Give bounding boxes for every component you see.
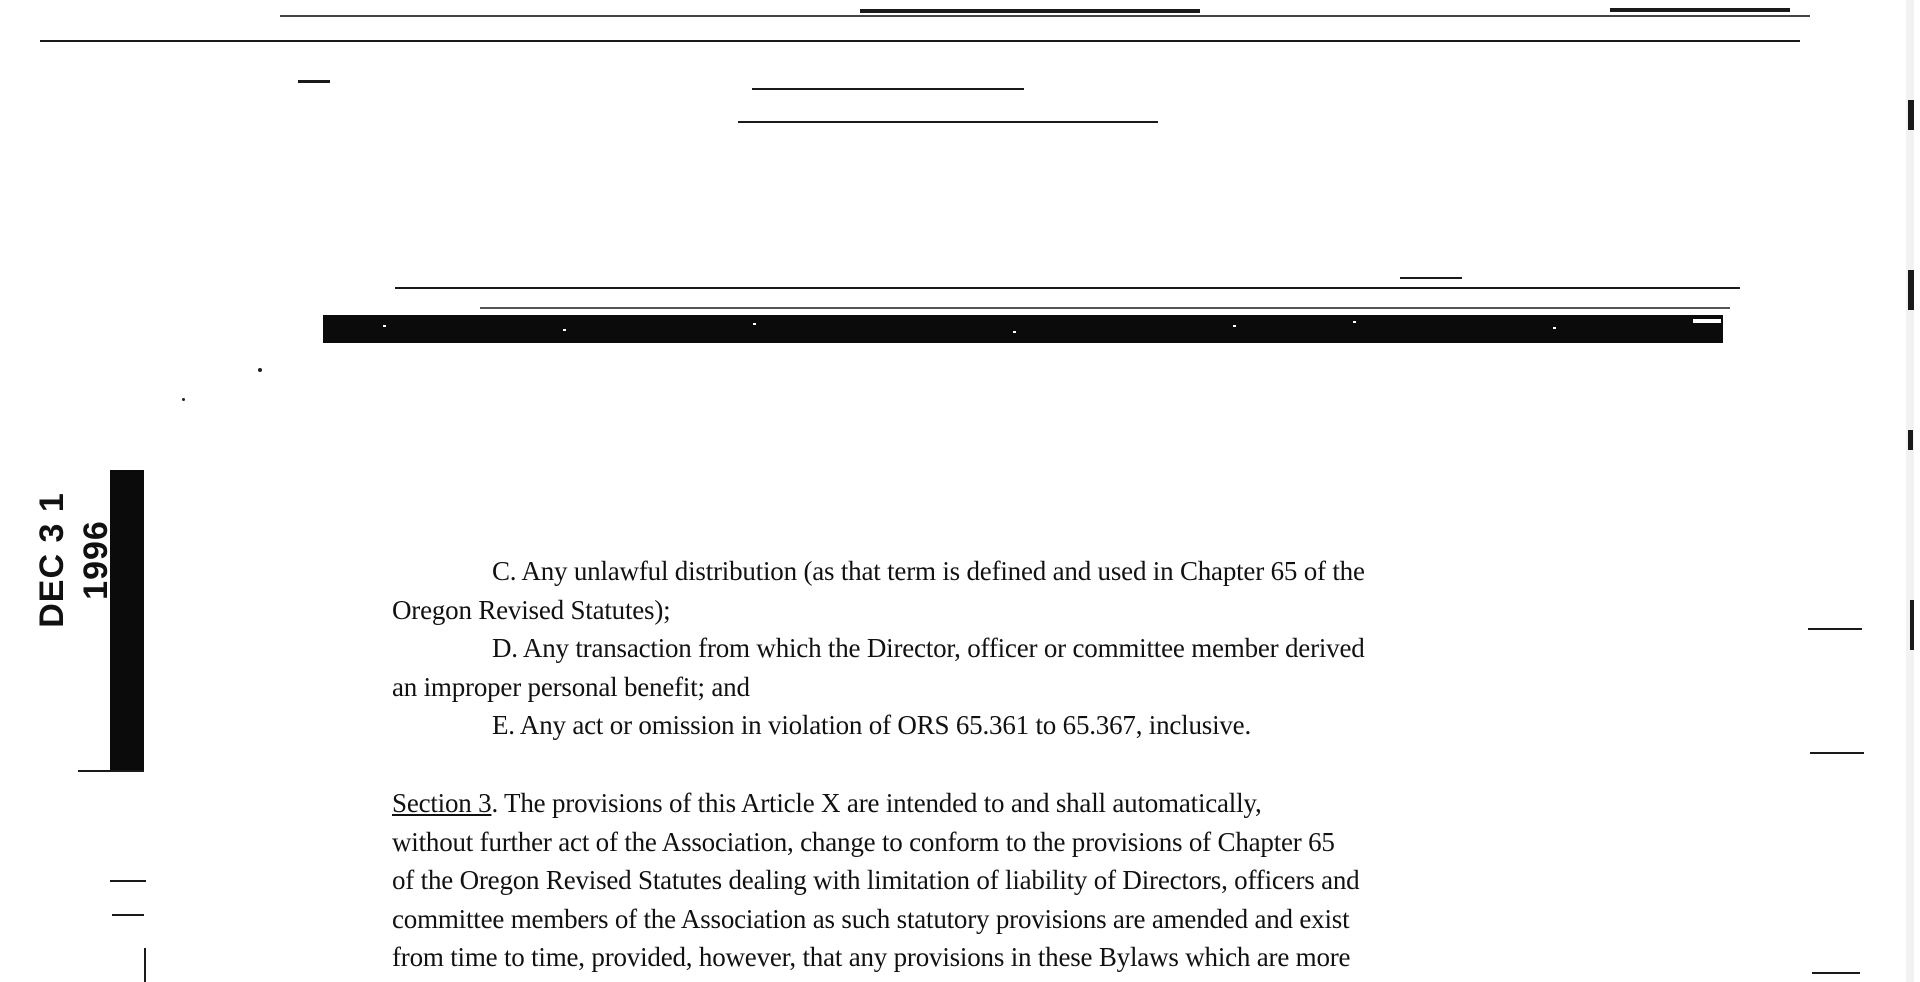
scan-artifact-left-mark	[112, 914, 144, 916]
scan-artifact-short-line	[738, 121, 1158, 123]
scan-artifact-short-line	[752, 88, 1024, 90]
section-3-line5: from time to time, provided, however, that any provisions in these Bylaws which are more	[392, 942, 1351, 972]
scan-artifact-left-mark	[110, 880, 146, 882]
bar-speck	[383, 325, 386, 327]
section-3-line4: committee members of the Association as such statutory provisions are amended and exist	[392, 903, 1350, 934]
section-3-label: Section 3	[392, 788, 492, 818]
section-3-line3: of the Oregon Revised Statutes dealing with limitation of liability of Directors, officers and	[392, 865, 1360, 895]
scan-artifact-top-line	[1610, 8, 1790, 12]
scan-artifact-short-line	[298, 80, 330, 83]
scan-artifact-right-mark	[1810, 752, 1864, 754]
scan-artifact-right-edge	[1908, 270, 1914, 310]
section-3-line1	[392, 784, 1572, 823]
scan-artifact-right-mark	[1812, 972, 1860, 974]
bar-speck	[1353, 321, 1356, 323]
date-stamp: DEC 3 1 1996	[33, 492, 115, 628]
section-3-paragraph	[392, 784, 1572, 977]
scan-artifact-right-edge	[1908, 430, 1913, 450]
scan-artifact-right-edge	[1906, 0, 1914, 982]
scan-artifact-top-line	[40, 40, 1800, 42]
scan-artifact-long-line	[480, 307, 1730, 309]
scan-artifact-left-mark	[78, 770, 144, 772]
scan-artifact-black-bar	[323, 315, 1723, 343]
section-3-line1-text: . The provisions of this Article X are intended to and shall automatically,	[491, 788, 1262, 818]
scan-artifact-right-mark	[1808, 628, 1862, 630]
scan-artifact-top-line	[280, 15, 1810, 17]
list-item-d-line2: an improper personal benefit; and	[392, 671, 750, 702]
scan-artifact-right-edge	[1908, 100, 1914, 130]
list-item-d-line1: D. Any transaction from which the Director, officer or committee member derived	[492, 633, 1365, 663]
bar-speck	[1013, 331, 1016, 333]
scan-artifact-long-line	[395, 287, 1740, 289]
list-item-e-line1: E. Any act or omission in violation of ORS 65.361 to 65.367, inclusive.	[492, 710, 1252, 740]
bar-speck	[1693, 319, 1721, 323]
section-3-line2: without further act of the Association, change to conform to the provisions of Chapter 65	[392, 826, 1335, 857]
bar-speck	[563, 329, 566, 331]
list-item-c-line1: C. Any unlawful distribution (as that term is defined and used in Chapter 65 of the	[492, 556, 1365, 586]
scan-artifact-dot	[258, 368, 262, 372]
scan-artifact-dot	[182, 398, 185, 401]
bar-speck	[1233, 325, 1236, 327]
bar-speck	[1553, 327, 1556, 329]
list-items	[392, 552, 1572, 745]
stamp-bar	[110, 470, 144, 770]
scan-artifact-right-edge	[1910, 600, 1914, 650]
list-item-c-line2: Oregon Revised Statutes);	[392, 594, 671, 625]
scan-artifact-short-line	[1400, 277, 1462, 279]
bar-speck	[753, 323, 756, 325]
scan-artifact-top-line	[860, 9, 1200, 13]
scan-artifact-left-mark	[144, 948, 146, 982]
